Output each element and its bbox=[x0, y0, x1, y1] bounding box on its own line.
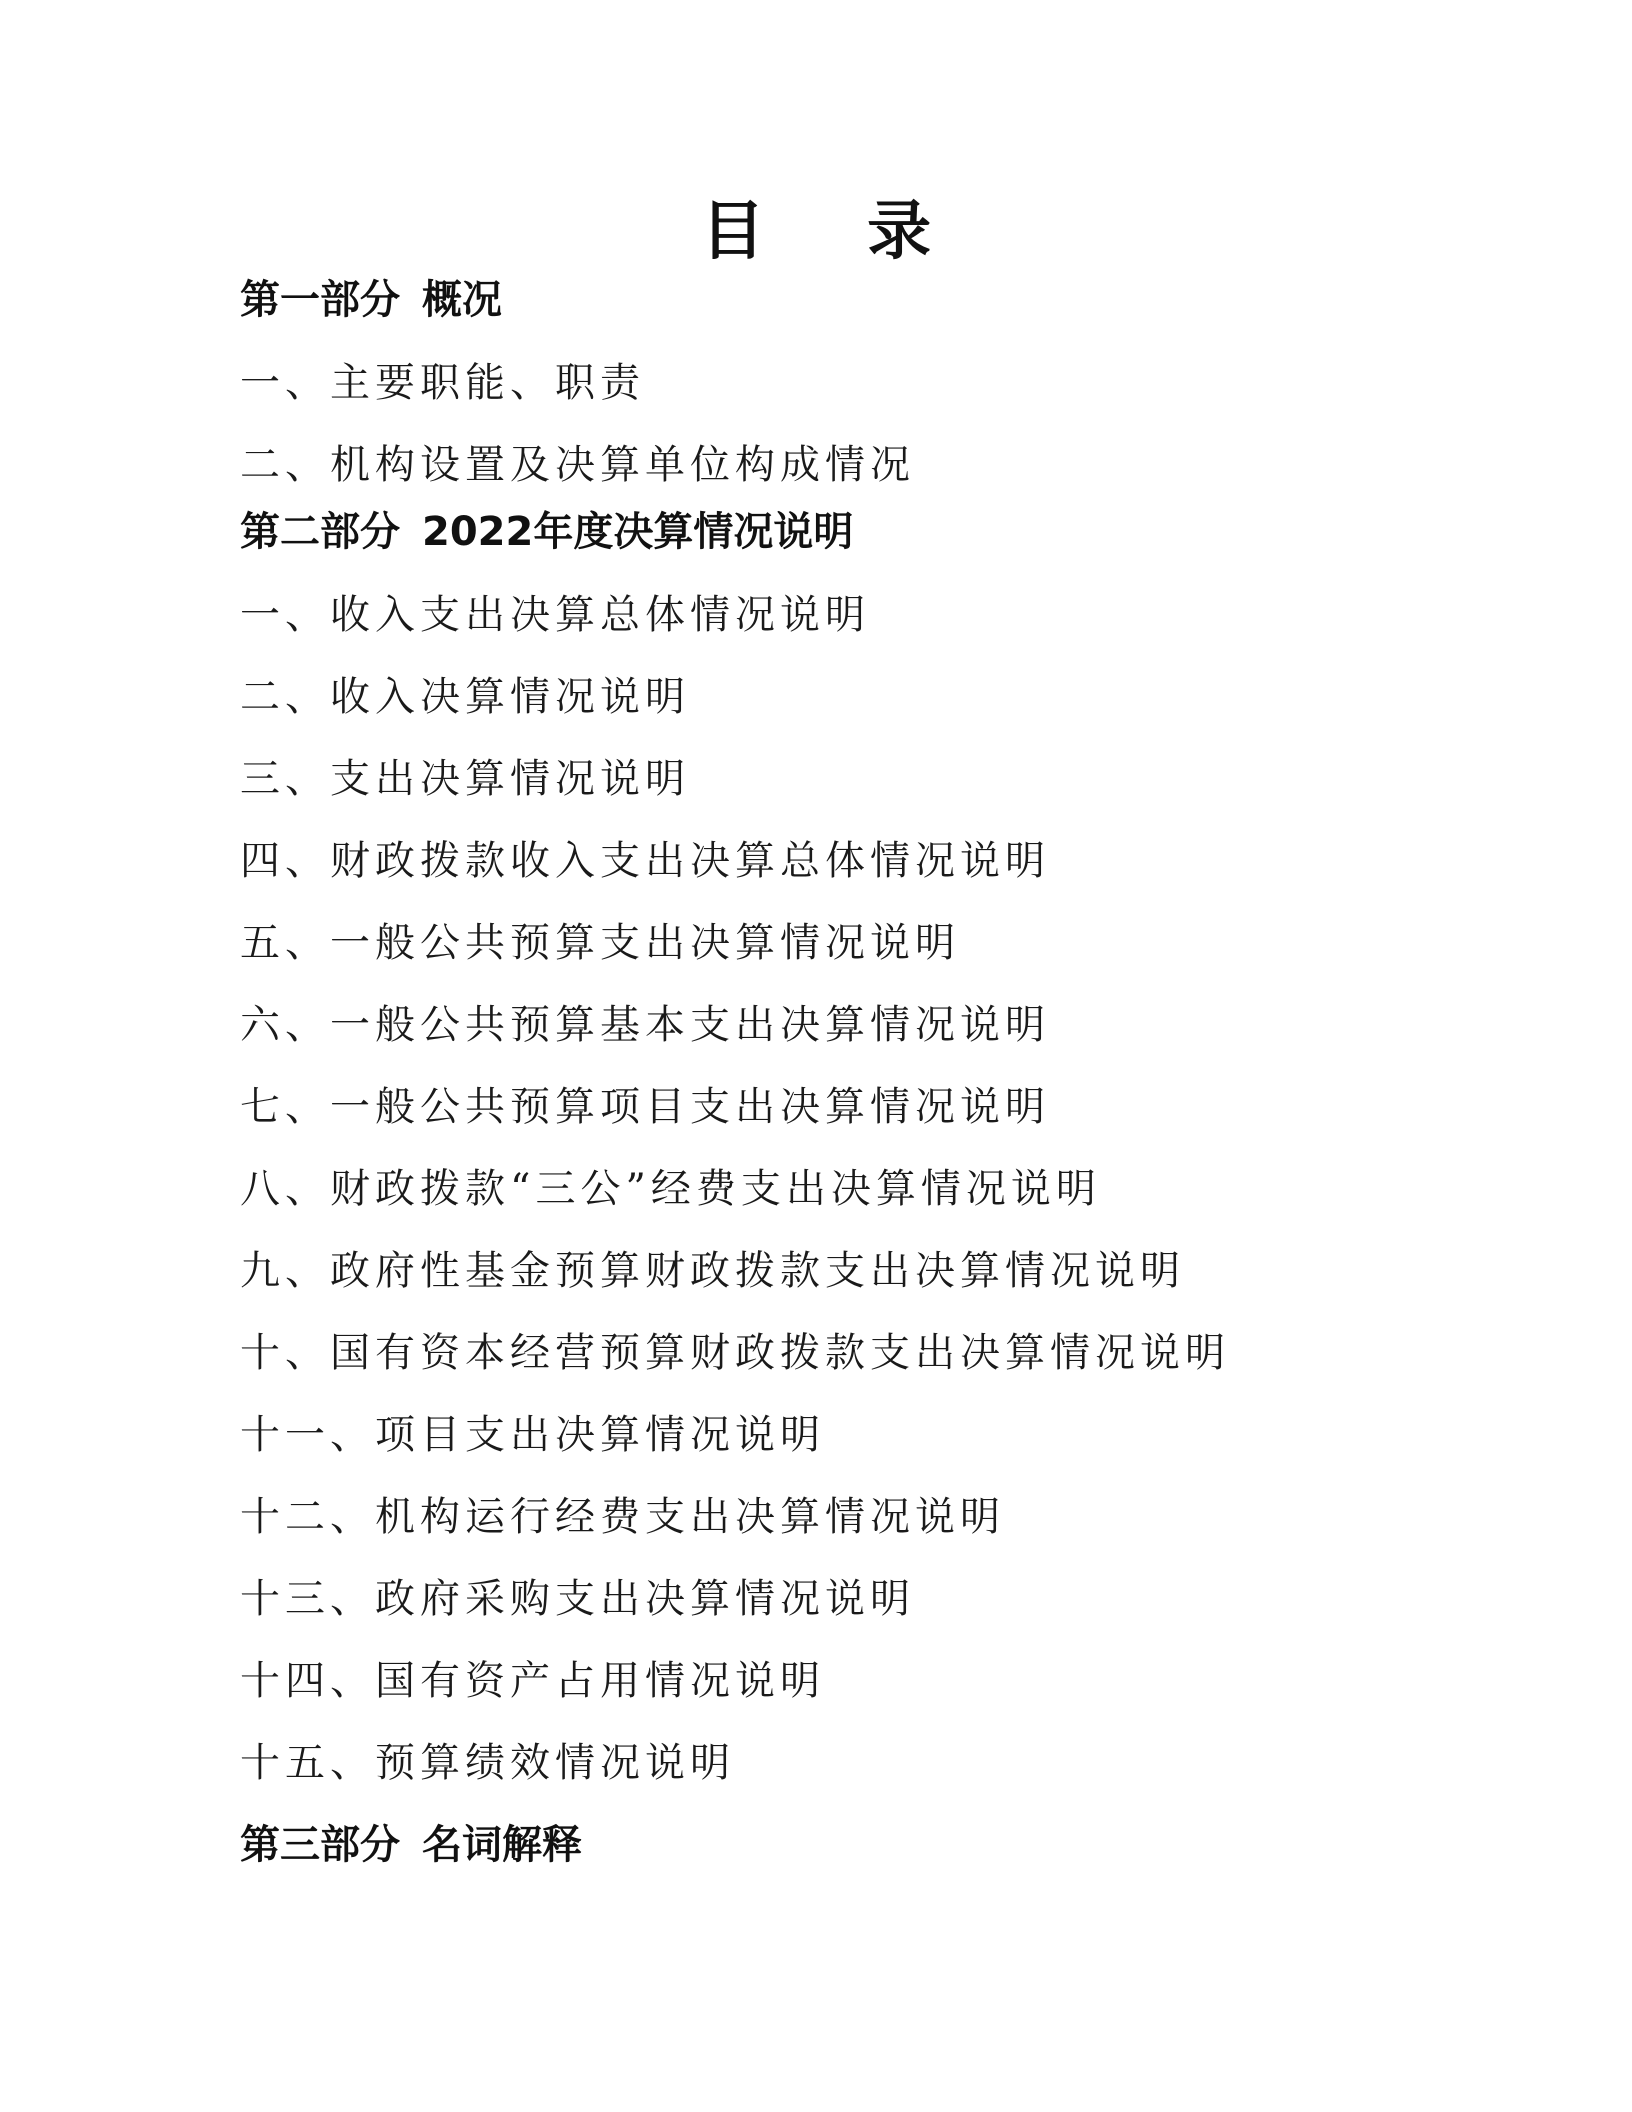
toc-item[interactable]: 六、一般公共预算基本支出决算情况说明 bbox=[240, 1002, 1050, 1048]
toc-item[interactable]: 一、收入支出决算总体情况说明 bbox=[240, 592, 870, 638]
toc-item[interactable]: 八、财政拨款“三公”经费支出决算情况说明 bbox=[240, 1166, 1101, 1212]
toc-item[interactable]: 十、国有资本经营预算财政拨款支出决算情况说明 bbox=[240, 1330, 1230, 1376]
toc-item[interactable]: 三、支出决算情况说明 bbox=[240, 756, 690, 802]
toc-item[interactable]: 十二、机构运行经费支出决算情况说明 bbox=[240, 1494, 1005, 1540]
part-title: 2022年度决算情况说明 bbox=[422, 509, 854, 555]
part-title: 概况 bbox=[422, 277, 502, 323]
page-title: 目 录 bbox=[700, 194, 972, 269]
part-title: 名词解释 bbox=[422, 1822, 582, 1868]
part-label: 第二部分 bbox=[240, 509, 400, 555]
toc-item[interactable]: 十五、预算绩效情况说明 bbox=[240, 1740, 735, 1786]
toc-item[interactable]: 二、机构设置及决算单位构成情况 bbox=[240, 442, 915, 488]
part-label: 第三部分 bbox=[240, 1822, 400, 1868]
toc-item[interactable]: 十四、国有资产占用情况说明 bbox=[240, 1658, 825, 1704]
part-heading-1[interactable] bbox=[240, 272, 502, 328]
part-heading-2[interactable] bbox=[240, 504, 853, 560]
toc-item[interactable]: 七、一般公共预算项目支出决算情况说明 bbox=[240, 1084, 1050, 1130]
toc-item[interactable]: 一、主要职能、职责 bbox=[240, 360, 645, 406]
toc-item[interactable]: 四、财政拨款收入支出决算总体情况说明 bbox=[240, 838, 1050, 884]
toc-item[interactable]: 五、一般公共预算支出决算情况说明 bbox=[240, 920, 960, 966]
toc-item[interactable]: 十三、政府采购支出决算情况说明 bbox=[240, 1576, 915, 1622]
toc-item[interactable]: 二、收入决算情况说明 bbox=[240, 674, 690, 720]
toc-item[interactable]: 九、政府性基金预算财政拨款支出决算情况说明 bbox=[240, 1248, 1185, 1294]
toc-item[interactable]: 十一、项目支出决算情况说明 bbox=[240, 1412, 825, 1458]
part-label: 第一部分 bbox=[240, 277, 400, 323]
part-heading-3[interactable] bbox=[240, 1817, 582, 1873]
